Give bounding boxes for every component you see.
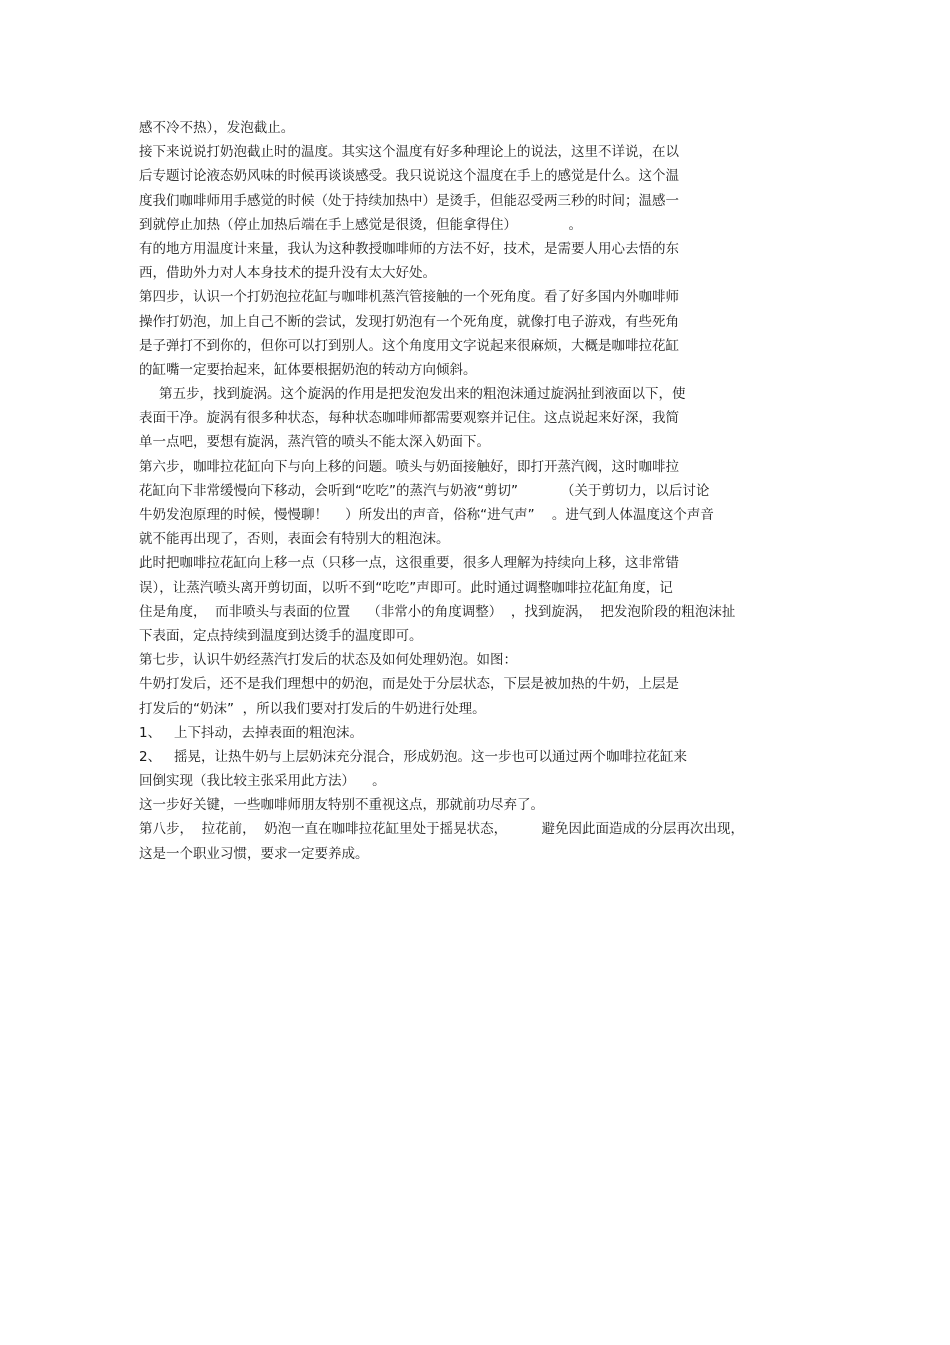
list-item: 2、 摇晃，让热牛奶与上层奶沫充分混合，形成奶泡。这一步也可以通过两个咖啡拉花缸来 — [139, 748, 687, 765]
text-line: 这是一个职业习惯，要求一定要养成。 — [139, 845, 369, 862]
text-line: 打发后的“奶沫” ，所以我们要对打发后的牛奶进行处理。 — [139, 700, 486, 717]
text-line: 的缸嘴一定要抬起来，缸体要根据奶泡的转动方向倾斜。 — [139, 361, 477, 378]
text-line: 单一点吧，要想有旋涡，蒸汽管的喷头不能太深入奶面下。 — [139, 434, 490, 451]
list-item: 1、 上下抖动，去掉表面的粗泡沫。 — [139, 724, 363, 741]
text-line: 西，借助外力对人本身技术的提升没有太大好处。 — [139, 265, 436, 282]
text-line: 表面干净。旋涡有很多种状态，每种状态咖啡师都需要观察并记住。这点说起来好深，我简 — [139, 410, 679, 427]
text-line: 第五步，找到旋涡。这个旋涡的作用是把发泡发出来的粗泡沫通过旋涡扯到液面以下，使 — [159, 386, 686, 403]
text-line: 第八步， 拉花前， 奶泡一直在咖啡拉花缸里处于摇晃状态， 避免因此面造成的分层再次出现， — [139, 821, 744, 838]
text-line: 牛奶打发后，还不是我们理想中的奶泡，而是处于分层状态，下层是被加热的牛奶，上层是 — [139, 676, 679, 693]
text-line: 此时把咖啡拉花缸向上移一点（只移一点，这很重要，很多人理解为持续向上移，这非常错 — [139, 555, 679, 572]
text-line: 感不冷不热），发泡截止。 — [139, 120, 295, 136]
text-line: 到就停止加热（停止加热后端在手上感觉是很烫，但能拿得住） 。 — [139, 216, 582, 233]
text-line: 花缸向下非常缓慢向下移动，会听到“吃吃”的蒸汽与奶液“剪切” （关于剪切力，以后讨论 — [139, 482, 710, 499]
text-line: 住是角度， 而非喷头与表面的位置 （非常小的角度调整） ，找到旋涡， 把发泡阶段的粗泡沫扯 — [139, 603, 736, 620]
text-line: 接下来说说打奶泡截止时的温度。其实这个温度有好多种理论上的说法，这里不详说，在以 — [139, 144, 679, 161]
text-line: 就不能再出现了，否则，表面会有特别大的粗泡沫。 — [139, 531, 450, 548]
text-line: 这一步好关键，一些咖啡师朋友特别不重视这点，那就前功尽弃了。 — [139, 797, 544, 814]
text-line: 下表面，定点持续到温度到达烫手的温度即可。 — [139, 627, 423, 644]
document-body — [139, 116, 799, 866]
text-line: 是子弹打不到你的，但你可以打到别人。这个角度用文字说起来很麻烦，大概是咖啡拉花缸 — [139, 337, 679, 354]
text-line: 第四步，认识一个打奶泡拉花缸与咖啡机蒸汽管接触的一个死角度。看了好多国内外咖啡师 — [139, 289, 679, 306]
text-line: 操作打奶泡，加上自己不断的尝试，发现打奶泡有一个死角度，就像打电子游戏，有些死角 — [139, 313, 679, 330]
text-line: 回倒实现（我比较主张采用此方法） 。 — [139, 773, 386, 790]
text-line: 误），让蒸汽喷头离开剪切面，以听不到“吃吃”声即可。此时通过调整咖啡拉花缸角度，记 — [139, 579, 673, 596]
text-line: 第六步，咖啡拉花缸向下与向上移的问题。喷头与奶面接触好，即打开蒸汽阀，这时咖啡拉 — [139, 458, 679, 475]
text-line: 有的地方用温度计来量，我认为这种教授咖啡师的方法不好，技术，是需要人用心去悟的东 — [139, 240, 679, 257]
text-line: 牛奶发泡原理的时候，慢慢聊！ ）所发出的声音，俗称“进气声” 。进气到人体温度这个声音 — [139, 507, 714, 523]
text-line: 度我们咖啡师用手感觉的时候（处于持续加热中）是烫手，但能忍受两三秒的时间；温感一 — [139, 192, 679, 209]
text-line: 后专题讨论液态奶风味的时候再谈谈感受。我只说说这个温度在手上的感觉是什么。这个温 — [139, 168, 679, 185]
text-line: 第七步，认识牛奶经蒸汽打发后的状态及如何处理奶泡。如图： — [139, 652, 517, 669]
